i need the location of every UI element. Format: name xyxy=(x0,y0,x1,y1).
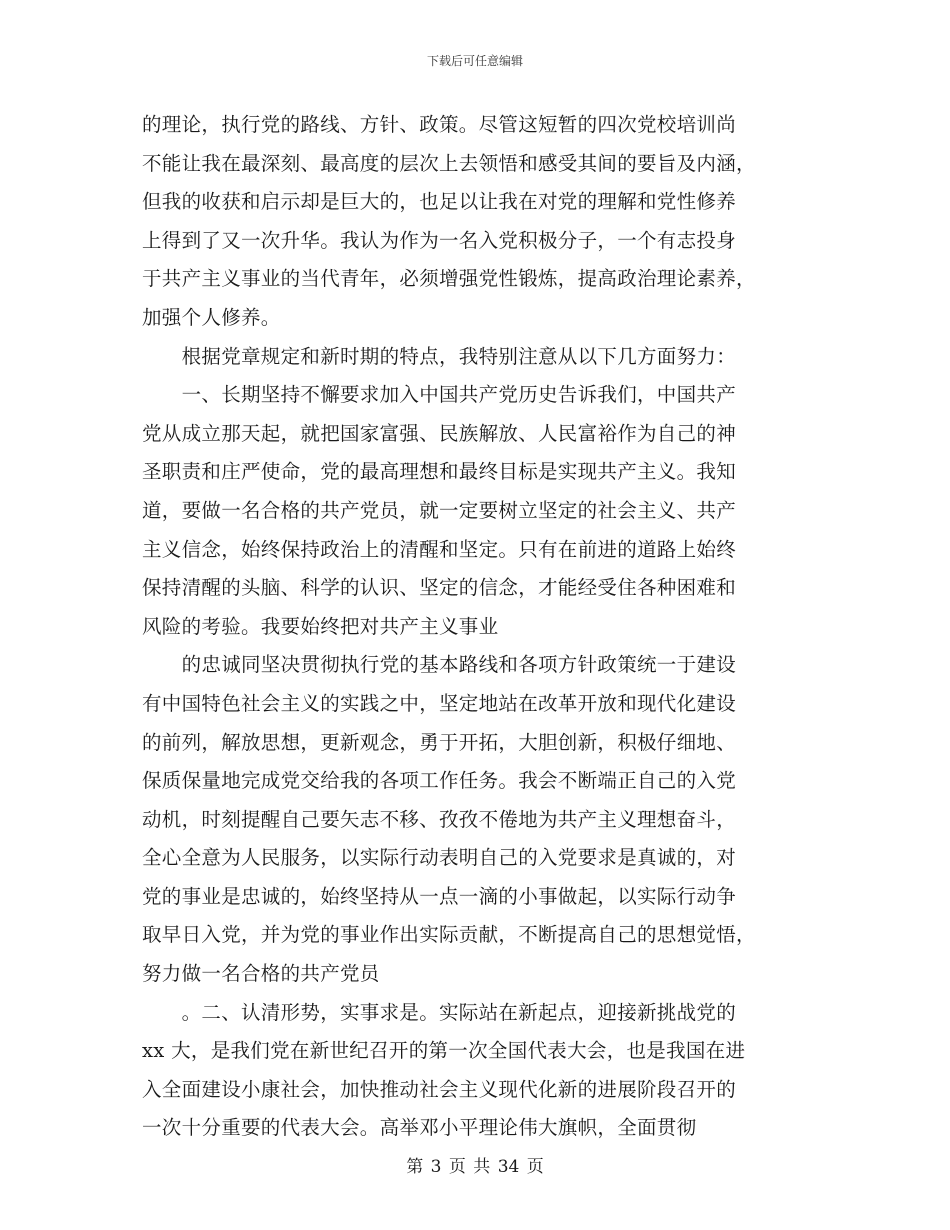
text-line: 动机，时刻提醒自己要矢志不移、孜孜不倦地为共产主义理想奋斗， xyxy=(142,807,737,831)
text-line: 努力做一名合格的共产党员 xyxy=(142,962,380,986)
text-line: 不能让我在最深刻、最高度的层次上去领悟和感受其间的要旨及内涵， xyxy=(142,151,756,175)
text-line: 的理论，执行党的路线、方针、政策。尽管这短暂的四次党校培训尚 xyxy=(142,113,737,136)
text-line: 取早日入党，并为党的事业作出实际贡献，不断提高自己的思想觉悟， xyxy=(142,923,756,947)
text-line: 道，要做一名合格的共产党员，就一定要树立坚定的社会主义、共产 xyxy=(142,498,737,522)
text-line: 上得到了又一次升华。我认为作为一名入党积极分子，一个有志投身 xyxy=(142,228,737,252)
document-body xyxy=(142,106,812,1148)
text-line: 保质保量地完成党交给我的各项工作任务。我会不断端正自己的入党 xyxy=(142,769,737,793)
text-line: 党的事业是忠诚的，始终坚持从一点一滴的小事做起，以实际行动争 xyxy=(142,884,737,908)
text-line: 全心全意为人民服务，以实际行动表明自己的入党要求是真诚的，对 xyxy=(142,846,737,870)
text-line: 加强个人修养。 xyxy=(142,305,281,329)
text-line: xx 大，是我们党在新世纪召开的第一次全国代表大会，也是我国在进 xyxy=(142,1039,746,1063)
text-line: 圣职责和庄严使命，党的最高理想和最终目标是实现共产主义。我知 xyxy=(142,460,737,484)
text-line: 党从成立那天起，就把国家富强、民族解放、人民富裕作为自己的神 xyxy=(142,421,737,445)
text-line: 入全面建设小康社会，加快推动社会主义现代化新的进展阶段召开的 xyxy=(142,1077,737,1101)
text-line: 的前列，解放思想，更新观念，勇于开拓，大胆创新，积极仔细地、 xyxy=(142,730,737,754)
text-line: 一次十分重要的代表大会。高举邓小平理论伟大旗帜，全面贯彻 xyxy=(142,1116,697,1140)
text-line: 根据党章规定和新时期的特点，我特别注意从以下几方面努力： xyxy=(142,344,737,368)
page-number-footer: 第 3 页 共 34 页 xyxy=(406,1157,544,1177)
text-line: 于共产主义事业的当代青年，必须增强党性锻炼，提高政治理论素养， xyxy=(142,267,756,291)
text-line: 有中国特色社会主义的实践之中，坚定地站在改革开放和现代化建设 xyxy=(142,691,737,715)
text-line: 。二、认清形势，实事求是。实际站在新起点，迎接新挑战党的 xyxy=(142,1000,737,1024)
text-line: 保持清醒的头脑、科学的认识、坚定的信念，才能经受住各种困难和 xyxy=(142,576,737,600)
text-line: 但我的收获和启示却是巨大的，也足以让我在对党的理解和党性修养 xyxy=(142,190,737,214)
text-line: 一、长期坚持不懈要求加入中国共产党历史告诉我们，中国共产 xyxy=(142,383,737,407)
text-line: 的忠诚同坚决贯彻执行党的基本路线和各项方针政策统一于建设 xyxy=(142,653,737,677)
page-header: 下载后可任意编辑 xyxy=(426,54,523,68)
text-line: 风险的考验。我要始终把对共产主义事业 xyxy=(142,614,499,638)
text-line: 主义信念，始终保持政治上的清醒和坚定。只有在前进的道路上始终 xyxy=(142,537,737,561)
